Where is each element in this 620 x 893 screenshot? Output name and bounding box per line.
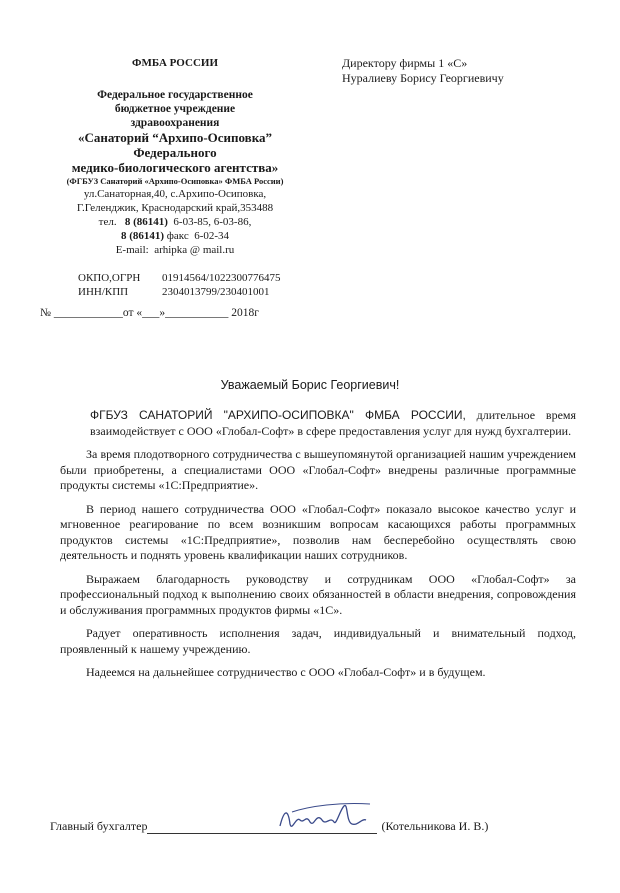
- phone-code-1: 8 (86141): [124, 216, 168, 228]
- sender-block: [40, 56, 310, 299]
- paragraph-6: Надеемся на дальнейшее сотрудничество с ООО «Глобал-Софт» и в будущем.: [86, 665, 486, 679]
- paragraph-5: Радует оперативность исполнения задач, индивидуальный и внимательный подход, проявленный к нашему учреждению.: [60, 626, 576, 656]
- paragraph-1-rest: длительное время взаимодействует с ООО «Глобал-Софт» в сфере предоставления услуг для нужд бухгалтерии.: [90, 408, 577, 438]
- sender-phone-line-2: [40, 229, 310, 243]
- sender-org-line-3: здравоохранения: [130, 117, 220, 129]
- okpo-value: 01914564/1022300776475: [162, 272, 281, 284]
- fax-number: 6-02-34: [194, 230, 230, 242]
- signature-name: (Котельникова И. В.): [381, 819, 489, 833]
- inn-value: 2304013799/230401001: [162, 286, 270, 298]
- sender-agency: ФМБА РОССИИ: [132, 57, 218, 69]
- sender-abbreviation: (ФГБУЗ Санаторий «Архипо-Осиповка» ФМБА России): [66, 176, 284, 186]
- sender-codes: [40, 271, 310, 299]
- fax-label: факс: [166, 230, 189, 242]
- sender-phone-line-1: [40, 215, 310, 229]
- sender-name-line-2: Федерального: [133, 145, 217, 160]
- phone-numbers-1: 6-03-85, 6-03-86,: [173, 216, 252, 228]
- signature-title: Главный бухгалтер: [50, 819, 148, 833]
- sender-org-line-2: бюджетное учреждение: [114, 103, 236, 115]
- paragraph-2: За время плодотворного сотрудничества с вышеупомянутой организацией нашим учреждением были приобретены, а специалистами ООО «Глобал-Софт» внедрены различные программные продукты системы «1С:Предприятие».: [60, 447, 576, 492]
- signature-line: [147, 823, 377, 834]
- email-label: E-mail:: [115, 244, 149, 256]
- email-value: arhipka @ mail.ru: [154, 244, 235, 256]
- sender-name-line-1: «Санаторий “Архипо-Осиповка”: [78, 130, 272, 145]
- okpo-label: ОКПО,ОГРН: [78, 272, 141, 284]
- sender-address-line-2: Г.Геленджик, Краснодарский край,353488: [76, 202, 274, 214]
- recipient-block: [342, 56, 504, 86]
- recipient-line-2: Нуралиеву Борису Георгиевичу: [342, 71, 504, 85]
- greeting: Уважаемый Борис Георгиевич!: [220, 378, 400, 392]
- sender-address-line-1: ул.Санаторная,40, с.Архипо-Осиповка,: [83, 188, 267, 200]
- inn-label: ИНН/КПП: [78, 286, 129, 298]
- paragraph-1-caps: ФГБУЗ САНАТОРИЙ "АРХИПО-ОСИПОВКА" ФМБА РОССИИ,: [90, 408, 466, 422]
- paragraph-4: Выражаем благодарность руководству и сотрудникам ООО «Глобал-Софт» за профессиональный подход к выполнению своих обязанностей в области внедрения, сопровождения и обслуживания программных продуктов фирмы «1С».: [60, 571, 576, 617]
- letter-body: [60, 408, 576, 689]
- sender-org-line-1: Федеральное государственное: [97, 89, 253, 101]
- phone-code-2: 8 (86141): [120, 230, 165, 242]
- recipient-line-1: Директору фирмы 1 «С»: [342, 56, 468, 70]
- paragraph-1: [60, 408, 576, 439]
- signature-row: [50, 819, 590, 834]
- phone-label: тел.: [98, 216, 117, 228]
- sender-name-line-3: медико-биологического агентства»: [71, 160, 279, 175]
- sender-email-line: [40, 243, 310, 257]
- paragraph-3: В период нашего сотрудничества ООО «Глобал-Софт» показало высокое качество услуг и мгновенное реагирование по всем возникшим вопросам касающихся работы программных продуктов системы «1С:Предприятие», позволив нам бесперебойно осуществлять свою деятельность и поднять уровень квалификации наших сотрудников.: [60, 501, 576, 562]
- registration-number: № ____________от «___»___________ 2018г: [40, 307, 259, 319]
